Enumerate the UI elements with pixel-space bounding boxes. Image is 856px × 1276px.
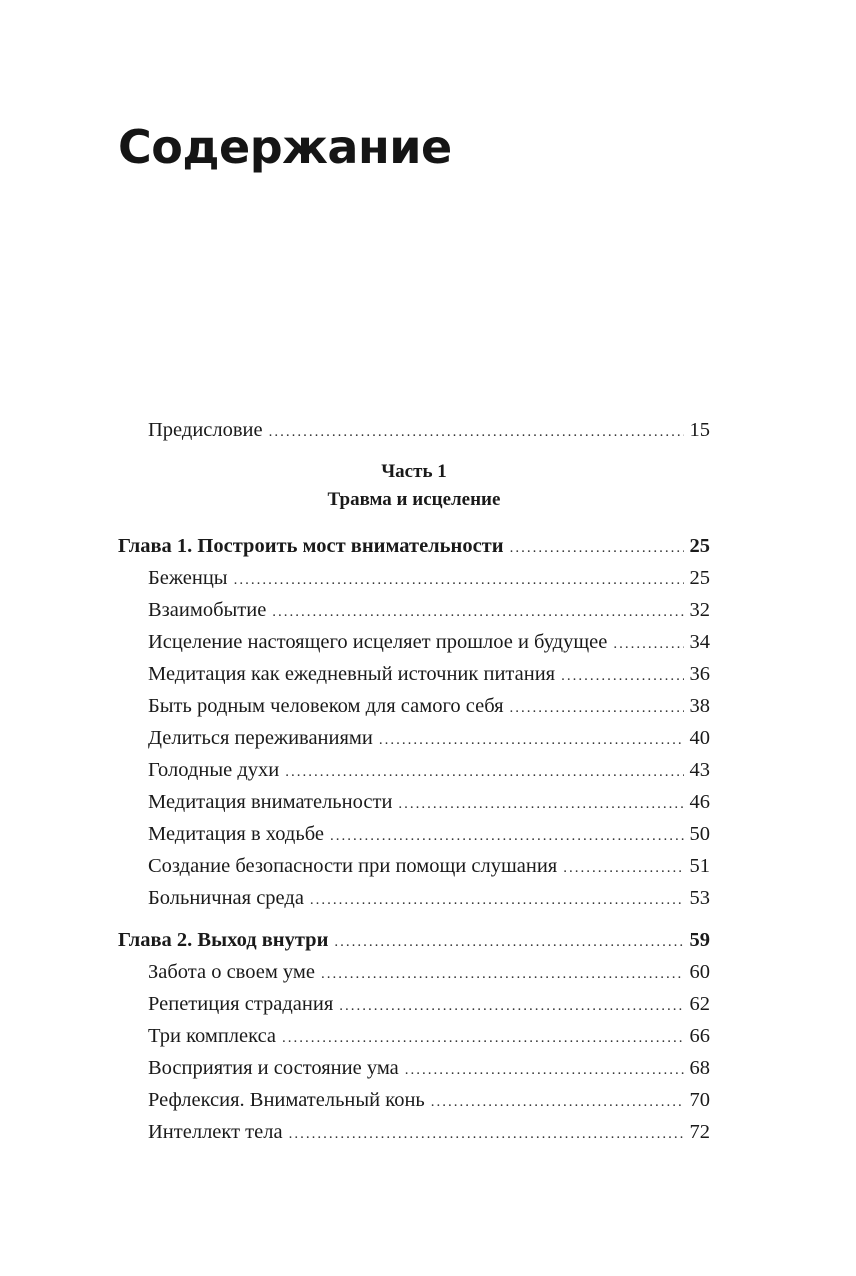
dot-leader [563,852,683,884]
toc-entry-preface[interactable] [118,414,710,446]
dot-leader [561,660,683,692]
toc-entry-chapter-1[interactable] [118,530,710,562]
toc-entry-section[interactable] [118,882,710,914]
page-number: 15 [689,419,710,441]
dot-leader [379,724,684,756]
dot-leader [285,756,683,788]
dot-leader [510,692,684,724]
toc-entry-section[interactable] [118,786,710,818]
page-number: 60 [689,961,710,983]
section-label: Рефлексия. Внимательный конь [148,1089,425,1111]
toc-entry-section[interactable] [118,988,710,1020]
page-number: 32 [689,599,710,621]
page-number: 50 [689,823,710,845]
page-number: 43 [689,759,710,781]
toc-entry-section[interactable] [118,956,710,988]
section-label: Восприятия и состояние ума [148,1057,399,1079]
part-title: Травма и исцеление [327,489,501,510]
page-number: 46 [689,791,710,813]
toc-entry-section[interactable] [118,850,710,882]
toc-entry-section[interactable] [118,1116,710,1148]
toc-entry-section[interactable] [118,754,710,786]
page-number: 25 [689,535,710,557]
page-number: 38 [689,695,710,717]
section-label: Беженцы [148,567,228,589]
page-title: Содержание [118,120,452,174]
page-number: 36 [689,663,710,685]
page-number: 62 [689,993,710,1015]
page-number: 59 [689,929,710,951]
dot-leader [321,958,684,990]
page-number: 72 [689,1121,710,1143]
toc-entry-section[interactable] [118,722,710,754]
chapter-label: Глава 1. Построить мост внимательности [118,535,504,557]
section-label: Создание безопасности при помощи слушания [148,855,558,877]
toc-entry-section[interactable] [118,818,710,850]
section-label: Медитация как ежедневный источник питания [148,663,556,685]
dot-leader [282,1022,683,1054]
page-number: 68 [689,1057,710,1079]
section-label: Три комплекса [148,1025,277,1047]
dot-leader [289,1118,684,1150]
table-of-contents [118,414,710,1148]
section-label: Взаимобытие [148,599,267,621]
dot-leader [334,926,683,958]
dot-leader [269,416,684,448]
section-label: Забота о своем уме [148,961,315,983]
page-number: 66 [689,1025,710,1047]
section-label: Репетиция страдания [148,993,334,1015]
dot-leader [234,564,684,596]
page-number: 40 [689,727,710,749]
dot-leader [272,596,683,628]
section-label: Быть родным человеком для самого себя [148,695,504,717]
section-label: Медитация внимательности [148,791,393,813]
toc-entry-section[interactable] [118,1020,710,1052]
section-label: Больничная среда [148,887,304,909]
toc-entry-section[interactable] [118,594,710,626]
toc-entry-section[interactable] [118,626,710,658]
section-label: Голодные духи [148,759,280,781]
dot-leader [405,1054,684,1086]
page-number: 25 [689,567,710,589]
page-number: 53 [689,887,710,909]
dot-leader [510,532,684,564]
dot-leader [310,884,684,916]
toc-entry-section[interactable] [118,562,710,594]
dot-leader [339,990,683,1022]
page-number: 34 [689,631,710,653]
page-number: 51 [689,855,710,877]
section-label: Медитация в ходьбе [148,823,324,845]
toc-entry-section[interactable] [118,1052,710,1084]
toc-entry-section[interactable] [118,690,710,722]
dot-leader [330,820,684,852]
section-label: Делиться переживаниями [148,727,373,749]
entry-label: Предисловие [148,419,263,441]
section-label: Исцеление настоящего исцеляет прошлое и будущее [148,631,608,653]
chapter-label: Глава 2. Выход внутри [118,929,329,951]
dot-leader [398,788,683,820]
dot-leader [431,1086,684,1118]
toc-entry-chapter-2[interactable] [118,924,710,956]
part-number: Часть 1 [381,461,447,482]
toc-entry-section[interactable] [118,658,710,690]
dot-leader [613,628,683,660]
toc-entry-section[interactable] [118,1084,710,1116]
page-number: 70 [689,1089,710,1111]
section-label: Интеллект тела [148,1121,283,1143]
